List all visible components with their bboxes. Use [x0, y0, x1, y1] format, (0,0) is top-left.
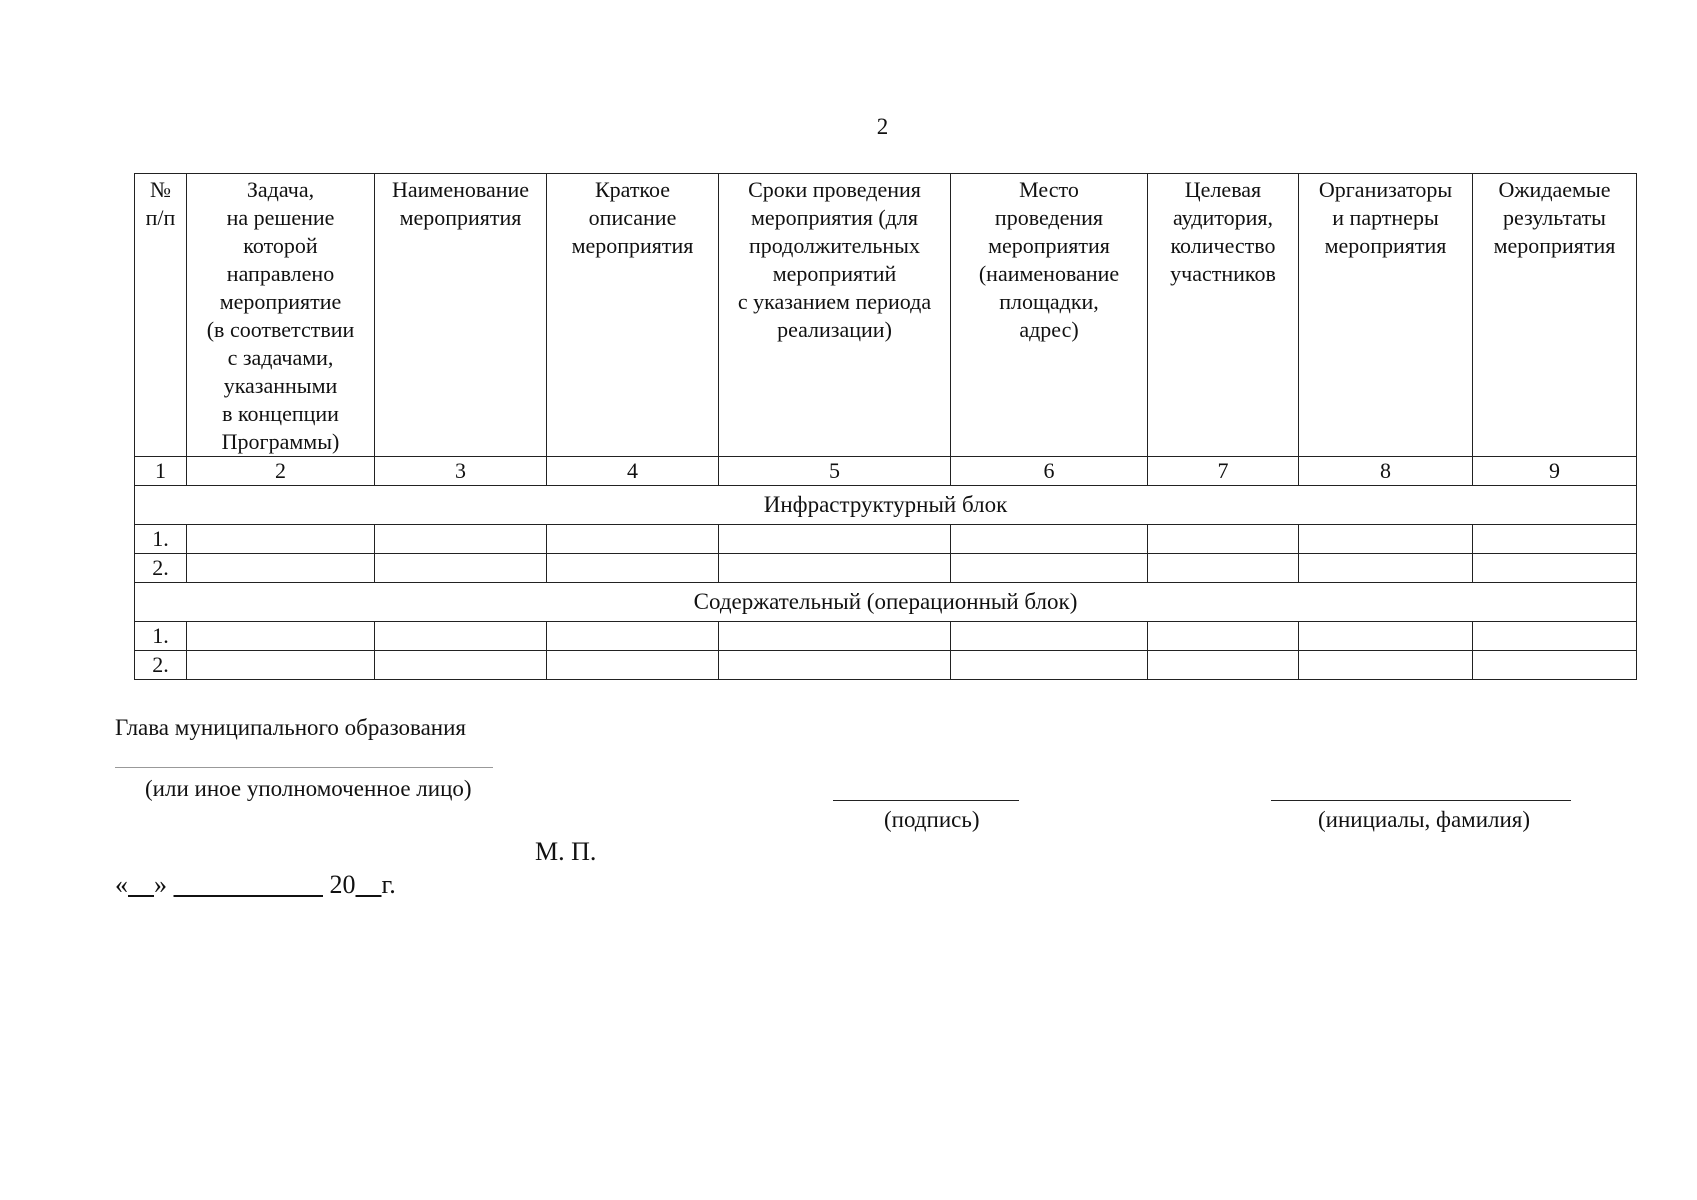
table-cell[interactable]	[951, 651, 1148, 680]
date-century: 20	[329, 870, 356, 899]
table-cell[interactable]	[1473, 554, 1637, 583]
table-cell[interactable]	[1299, 651, 1473, 680]
name-line[interactable]	[1271, 800, 1571, 801]
section-title-infrastructure: Инфраструктурный блок	[135, 486, 1637, 525]
table-row	[135, 651, 1637, 680]
signatory-position-caption: (или иное уполномоченное лицо)	[145, 776, 472, 801]
signatory-title: Глава муниципального образования	[115, 715, 466, 740]
table-cell[interactable]	[951, 554, 1148, 583]
date-line	[115, 870, 396, 900]
table-cell[interactable]	[1473, 525, 1637, 554]
table-cell[interactable]	[375, 554, 547, 583]
table-cell[interactable]	[1299, 554, 1473, 583]
signatory-position-line[interactable]	[115, 767, 493, 768]
signature-caption: (подпись)	[884, 807, 980, 832]
stamp-place-label: М. П.	[535, 837, 597, 866]
column-numbers-row	[135, 457, 1637, 486]
name-caption: (инициалы, фамилия)	[1318, 807, 1531, 832]
table-cell[interactable]	[375, 651, 547, 680]
section-title-content: Содержательный (операционный блок)	[135, 583, 1637, 622]
row-number: 2.	[135, 651, 187, 680]
date-open-quote: «	[115, 870, 128, 899]
table-cell[interactable]	[1299, 525, 1473, 554]
page-number: 2	[876, 114, 889, 139]
column-number: 1	[135, 457, 187, 486]
column-number: 7	[1148, 457, 1299, 486]
table-cell[interactable]	[547, 622, 719, 651]
header-description: Краткое описание мероприятия	[547, 174, 719, 457]
table-cell[interactable]	[1473, 622, 1637, 651]
table-cell[interactable]	[1148, 651, 1299, 680]
table-cell[interactable]	[719, 651, 951, 680]
section-row	[135, 486, 1637, 525]
table-cell[interactable]	[187, 622, 375, 651]
header-organizers: Организаторы и партнеры мероприятия	[1299, 174, 1473, 457]
row-number: 1.	[135, 622, 187, 651]
column-number: 6	[951, 457, 1148, 486]
row-number: 1.	[135, 525, 187, 554]
column-number: 4	[547, 457, 719, 486]
header-task: Задача, на решение которой направлено мероприятие (в соответствии с задачами, указанными в концепции Программы)	[187, 174, 375, 457]
column-number: 8	[1299, 457, 1473, 486]
table-row	[135, 525, 1637, 554]
table-cell[interactable]	[951, 622, 1148, 651]
table-cell[interactable]	[375, 525, 547, 554]
table-header-row	[135, 174, 1637, 457]
table-cell[interactable]	[1148, 622, 1299, 651]
table-cell[interactable]	[547, 525, 719, 554]
events-table	[134, 173, 1637, 680]
date-year-blank[interactable]	[356, 870, 382, 899]
date-day-blank[interactable]	[128, 870, 154, 899]
table-cell[interactable]	[375, 622, 547, 651]
header-venue: Место проведения мероприятия (наименование площадки, адрес)	[951, 174, 1148, 457]
table-cell[interactable]	[1148, 554, 1299, 583]
table-cell[interactable]	[547, 651, 719, 680]
table-cell[interactable]	[187, 525, 375, 554]
table-cell[interactable]	[547, 554, 719, 583]
column-number: 3	[375, 457, 547, 486]
column-number: 5	[719, 457, 951, 486]
column-number: 2	[187, 457, 375, 486]
table-cell[interactable]	[187, 554, 375, 583]
column-number: 9	[1473, 457, 1637, 486]
header-audience: Целевая аудитория, количество участников	[1148, 174, 1299, 457]
table-cell[interactable]	[719, 554, 951, 583]
table-row	[135, 622, 1637, 651]
row-number: 2.	[135, 554, 187, 583]
table-cell[interactable]	[719, 525, 951, 554]
table-cell[interactable]	[1148, 525, 1299, 554]
table-cell[interactable]	[951, 525, 1148, 554]
header-results: Ожидаемые результаты мероприятия	[1473, 174, 1637, 457]
date-year-suffix: г.	[381, 870, 396, 899]
table-cell[interactable]	[1473, 651, 1637, 680]
date-month-blank[interactable]	[174, 870, 324, 899]
table-row	[135, 554, 1637, 583]
header-dates: Сроки проведения мероприятия (для продолжительных мероприятий с указанием периода реализации)	[719, 174, 951, 457]
table-cell[interactable]	[1299, 622, 1473, 651]
table-cell[interactable]	[719, 622, 951, 651]
signature-line[interactable]	[833, 800, 1019, 801]
section-row	[135, 583, 1637, 622]
header-number: № п/п	[135, 174, 187, 457]
date-close-quote: »	[154, 870, 167, 899]
table-cell[interactable]	[187, 651, 375, 680]
header-event-name: Наименование мероприятия	[375, 174, 547, 457]
